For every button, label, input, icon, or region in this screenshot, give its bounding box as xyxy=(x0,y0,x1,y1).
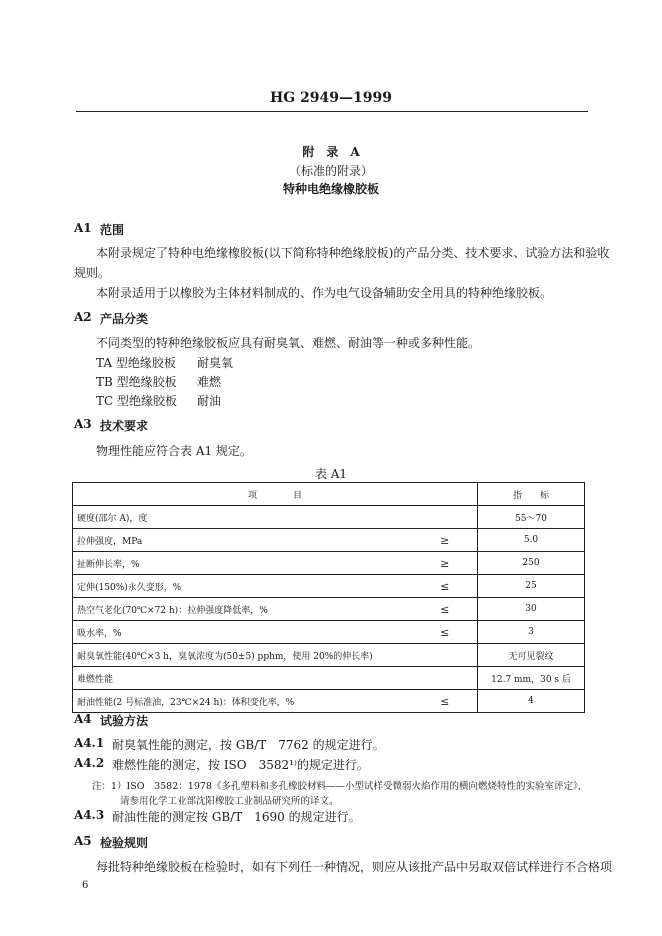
section-a1-title: 范围 xyxy=(100,223,125,237)
row-item: 耐油性能(2 号标准油，23℃×24 h)：体积变化率，% xyxy=(73,690,413,713)
row-item: 热空气老化(70℃×72 h)：拉伸强度降低率，% xyxy=(73,598,413,621)
table-row xyxy=(73,575,585,598)
appendix-name: 特种电绝缘橡胶板 xyxy=(282,182,379,196)
standard-header: HG 2949—1999 xyxy=(270,90,392,106)
section-a3-title: 技术要求 xyxy=(100,419,149,433)
a42-num: A4.2 xyxy=(74,756,105,770)
row-value: 55～70 xyxy=(478,506,585,529)
header-item: 项 目 xyxy=(73,483,478,506)
row-value: 4 xyxy=(478,690,585,713)
section-a4-title: 试验方法 xyxy=(100,714,149,728)
header-index: 指 标 xyxy=(478,483,585,506)
footnote-line2: 请参用化学工业部沈阳橡胶工业制品研究所的译文。 xyxy=(120,796,339,807)
a1-paragraph-line2: 规则。 xyxy=(74,266,111,280)
row-value: 25 xyxy=(478,575,585,598)
row-item: 定伸(150%)永久变形，% xyxy=(73,575,413,598)
table-row xyxy=(73,506,585,529)
table-row xyxy=(73,598,585,621)
type-tb-property: 难燃 xyxy=(197,375,222,389)
table-a1 xyxy=(72,482,585,713)
table-header-row xyxy=(73,483,585,506)
row-operator: ≤ xyxy=(413,575,478,598)
section-a1-num: A1 xyxy=(74,221,92,235)
type-tc-name: TC 型绝缘胶板 xyxy=(96,394,178,408)
a5-text: 每批特种绝缘胶板在检验时，如有下列任一种情况，则应从该批产品中另取双倍试样进行不合格项 xyxy=(96,860,613,874)
row-item: 吸水率，% xyxy=(73,621,413,644)
row-operator: ≤ xyxy=(413,621,478,644)
row-operator xyxy=(413,506,478,529)
row-item: 扯断伸长率，% xyxy=(73,552,413,575)
section-a5-title: 检验规则 xyxy=(100,836,149,850)
a41-text: 耐臭氧性能的测定，按 GB/T 7762 的规定进行。 xyxy=(112,738,385,752)
row-operator: ≤ xyxy=(413,690,478,713)
type-ta-name: TA 型绝缘胶板 xyxy=(96,356,176,370)
row-operator: ≥ xyxy=(413,552,478,575)
table-row xyxy=(73,667,585,690)
type-tb-name: TB 型绝缘胶板 xyxy=(96,375,177,389)
section-a3-num: A3 xyxy=(74,417,92,431)
appendix-title: 附 录 A xyxy=(302,145,360,159)
row-value: 250 xyxy=(478,552,585,575)
a43-text: 耐油性能的测定按 GB/T 1690 的规定进行。 xyxy=(112,810,361,824)
header-rule xyxy=(76,111,588,112)
table-row xyxy=(73,644,585,667)
row-item: 难燃性能 xyxy=(73,667,478,690)
footnote-line1: 注：1）ISO 3582：1978《多孔塑料和多孔橡胶材料——小型试样受微弱火焰作用的横向燃烧特性的实验室评定》， xyxy=(92,781,588,792)
section-a4-num: A4 xyxy=(74,712,92,726)
table-row xyxy=(73,529,585,552)
a43-num: A4.3 xyxy=(74,808,105,822)
section-a2-num: A2 xyxy=(74,310,92,324)
table-row xyxy=(73,690,585,713)
table-row xyxy=(73,621,585,644)
type-ta-property: 耐臭氧 xyxy=(197,356,234,370)
a42-text: 难燃性能的测定，按 ISO 3582¹⁾的规定进行。 xyxy=(112,758,369,772)
a3-intro: 物理性能应符合表 A1 规定。 xyxy=(96,444,252,458)
section-a5-num: A5 xyxy=(74,834,92,848)
a1-paragraph-line1: 本附录规定了特种电绝缘橡胶板(以下简称特种绝缘胶板)的产品分类、技术要求、试验方法和验收 xyxy=(96,246,610,260)
row-value: 12.7 mm，30 s 后 xyxy=(478,667,585,690)
a1-paragraph-2: 本附录适用于以橡胶为主体材料制成的、作为电气设备辅助安全用具的特种绝缘胶板。 xyxy=(96,286,553,300)
table-row xyxy=(73,552,585,575)
type-tc-property: 耐油 xyxy=(197,394,222,408)
row-value: 3 xyxy=(478,621,585,644)
a2-intro: 不同类型的特种绝缘胶板应具有耐臭氧、难燃、耐油等一种或多种性能。 xyxy=(96,336,481,350)
appendix-subtitle: （标准的附录） xyxy=(288,164,373,178)
row-item: 拉伸强度，MPa xyxy=(73,529,413,552)
table-caption: 表 A1 xyxy=(314,467,348,481)
row-operator: ≤ xyxy=(413,598,478,621)
row-value: 无可见裂纹 xyxy=(478,644,585,667)
row-value: 30 xyxy=(478,598,585,621)
row-operator: ≥ xyxy=(413,529,478,552)
a41-num: A4.1 xyxy=(74,736,105,750)
row-item: 耐臭氧性能(40℃×3 h，臭氧浓度为(50±5) pphm，使用 20%的伸长率) xyxy=(73,644,478,667)
row-item: 硬度(邵尔 A)，度 xyxy=(73,506,413,529)
page-number: 6 xyxy=(82,880,89,891)
section-a2-title: 产品分类 xyxy=(100,312,149,326)
row-value: 5.0 xyxy=(478,529,585,552)
